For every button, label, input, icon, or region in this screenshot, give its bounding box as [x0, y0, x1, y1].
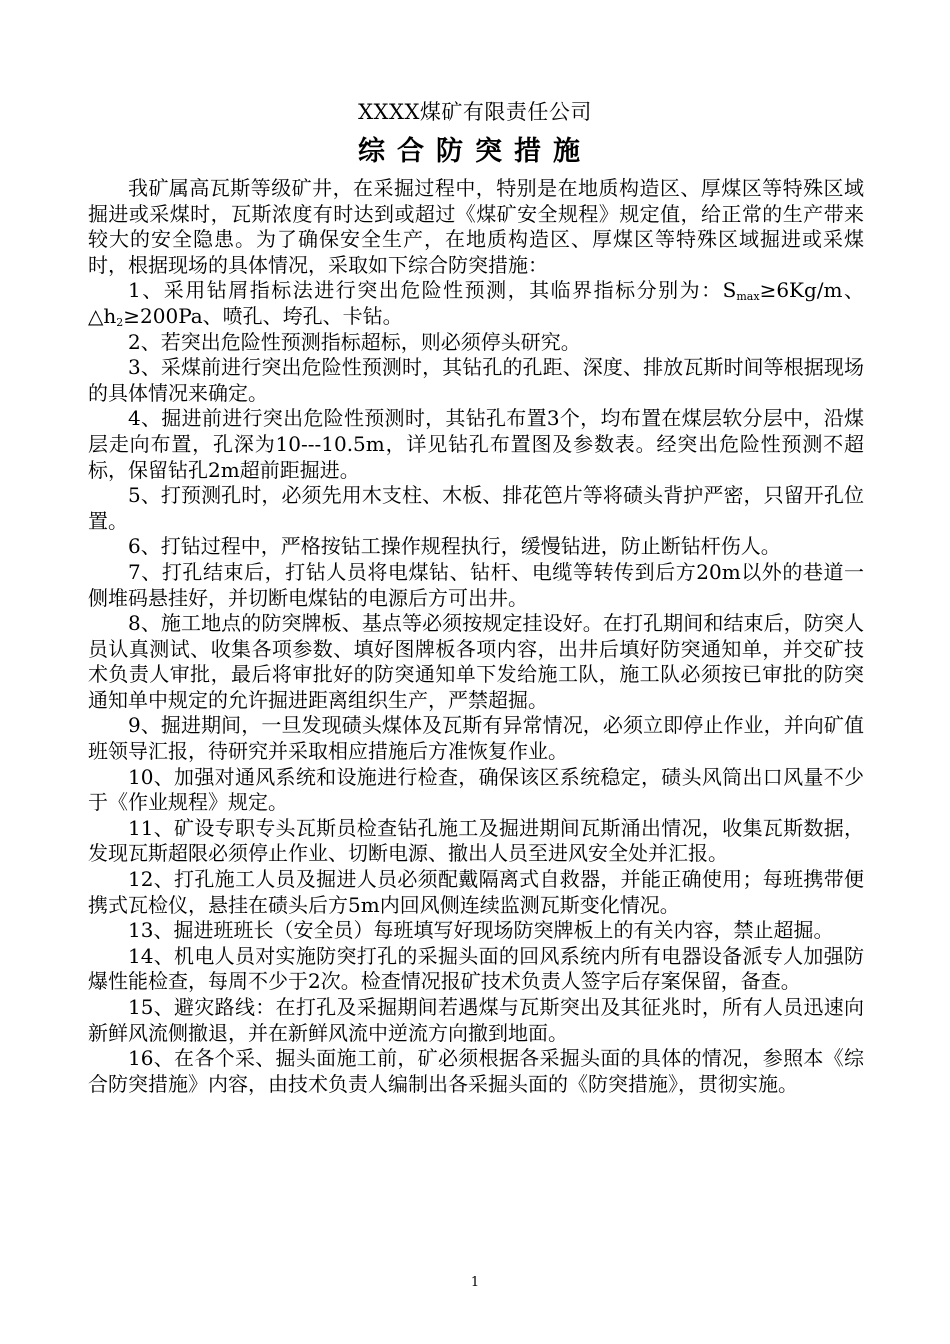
page-number: 1 [470, 1275, 480, 1290]
document-title: 综合防突措施 [358, 136, 592, 167]
measure-item-10: 10、加强对通风系统和设施进行检查，确保该区系统稳定，碛头风筒出口风量不少于《作业规程》规定。 [88, 764, 864, 815]
document-body [88, 176, 864, 1097]
measure-item-9: 9、掘进期间，一旦发现碛头煤体及瓦斯有异常情况，必须立即停止作业，并向矿值班领导汇报，待研究并采取相应措施后方准恢复作业。 [88, 713, 864, 764]
measure-item-2: 2、若突出危险性预测指标超标，则必须停头研究。 [128, 329, 581, 354]
measure-item-4: 4、掘进前进行突出危险性预测时，其钻孔布置3个，均布置在煤层软分层中，沿煤层走向布置，孔深为10---10.5m，详见钻孔布置图及参数表。经突出危险性预测不超标，保留钻孔2m超前距掘进。 [88, 406, 864, 482]
item1-text-b: ≥6Kg/m、△h [88, 278, 864, 328]
item1-text-c: ≥200Pa、喷孔、垮孔、卡钻。 [123, 303, 403, 328]
measure-item-13: 13、掘进班班长（安全员）每班填写好现场防突牌板上的有关内容，禁止超掘。 [128, 918, 834, 943]
measure-item-15: 15、避灾路线：在打孔及采掘期间若遇煤与瓦斯突出及其征兆时，所有人员迅速向新鲜风流侧撤退，并在新鲜风流中逆流方向撤到地面。 [88, 995, 864, 1045]
measure-item-11: 11、矿设专职专头瓦斯员检查钻孔施工及掘进期间瓦斯涌出情况，收集瓦斯数据，发现瓦斯超限必须停止作业、切断电源、撤出人员至进风安全处并汇报。 [88, 815, 864, 866]
measure-item-16: 16、在各个采、掘头面施工前，矿必须根据各采掘头面的具体的情况，参照本《综合防突措施》内容，由技术负责人编制出各采掘头面的《防突措施》，贯彻实施。 [88, 1046, 864, 1096]
item1-text-a: 1、采用钻屑指标法进行突出危险性预测，其临界指标分别为：S [128, 278, 737, 303]
measure-item-1 [88, 278, 864, 329]
measure-item-6: 6、打钻过程中，严格按钻工操作规程执行，缓慢钻进，防止断钻杆伤人。 [128, 534, 781, 559]
measure-item-3: 3、采煤前进行突出危险性预测时，其钻孔的孔距、深度、排放瓦斯时间等根据现场的具体情况来确定。 [88, 355, 864, 405]
measure-item-8: 8、施工地点的防突牌板、基点等必须按规定挂设好。在打孔期间和结束后，防突人员认真测试、收集各项参数、填好图牌板各项内容，出井后填好防突通知单，并交矿技术负责人审批，最后将审批好的防突通知单下发给施工队，施工队必须按已审批的防突通知单中规定的允许掘进距离组织生产，严禁超掘。 [88, 611, 864, 712]
company-name: XXXX煤矿有限责任公司 [358, 100, 592, 124]
intro-paragraph: 我矿属高瓦斯等级矿井，在采掘过程中，特别是在地质构造区、厚煤区等特殊区域掘进或采煤时，瓦斯浓度有时达到或超过《煤矿安全规程》规定值，给正常的生产带来较大的安全隐患。为了确保安全生产，在地质构造区、厚煤区等特殊区域掘进或采煤时，根据现场的具体情况，采取如下综合防突措施： [88, 176, 864, 277]
item1-subscript-max: max [736, 290, 760, 304]
measure-item-5: 5、打预测孔时，必须先用木支柱、木板、排花笆片等将碛头背护严密，只留开孔位置。 [88, 483, 864, 533]
item1-subscript-2: 2 [116, 315, 124, 329]
measure-item-12: 12、打孔施工人员及掘进人员必须配戴隔离式自救器，并能正确使用；每班携带便携式瓦检仪，悬挂在碛头后方5m内回风侧连续监测瓦斯变化情况。 [88, 867, 864, 917]
measure-item-14: 14、机电人员对实施防突打孔的采掘头面的回风系统内所有电器设备派专人加强防爆性能检查，每周不少于2次。检查情况报矿技术负责人签字后存案保留，备查。 [88, 943, 864, 994]
measure-item-7: 7、打孔结束后，打钻人员将电煤钻、钻杆、电缆等转传到后方20m以外的巷道一侧堆码悬挂好，并切断电煤钻的电源后方可出井。 [88, 559, 864, 610]
